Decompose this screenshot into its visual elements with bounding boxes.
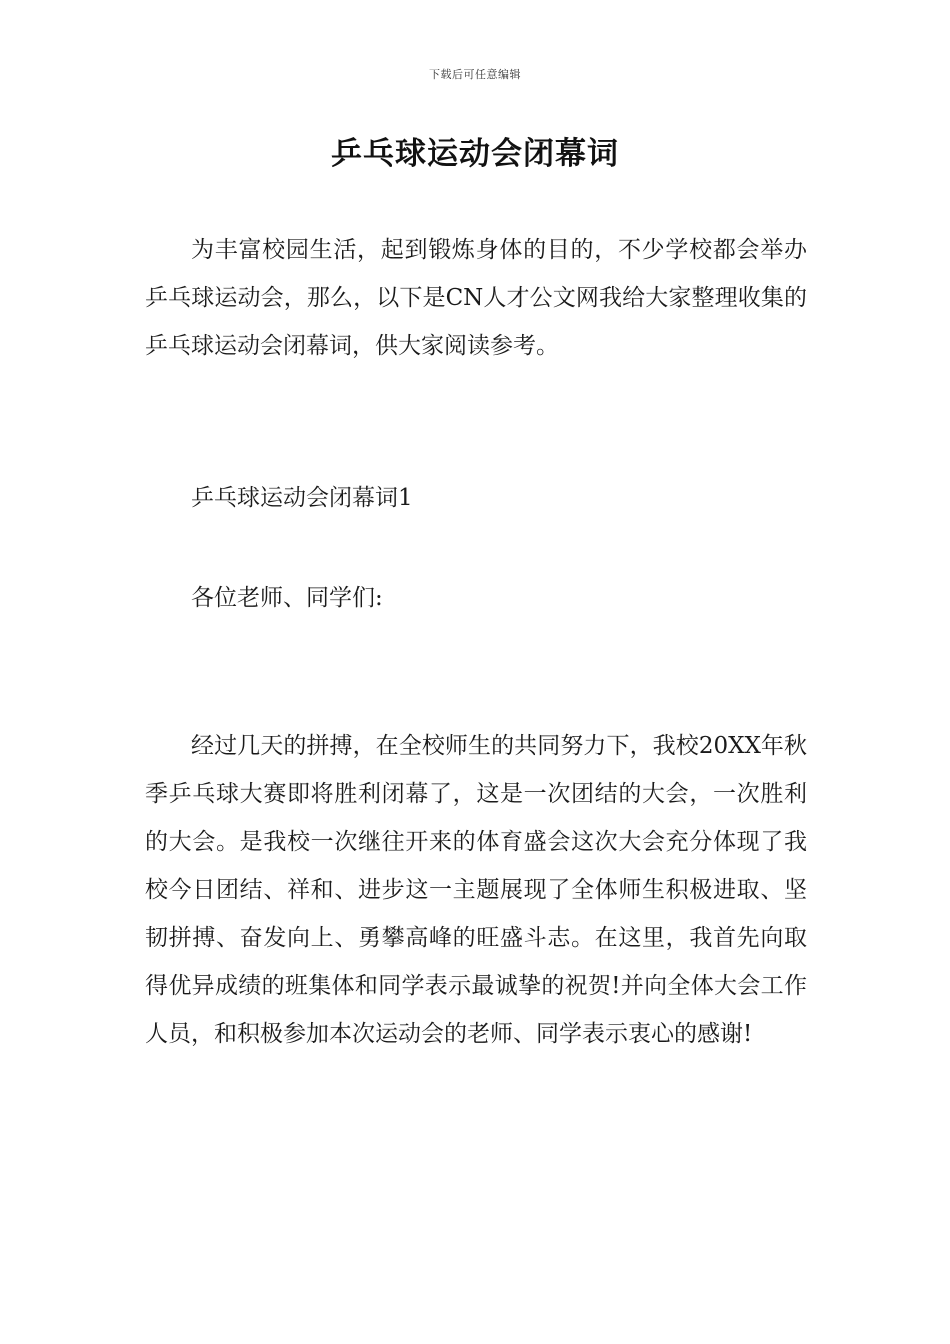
document-title: 乒乓球运动会闭幕词 <box>331 136 619 172</box>
greeting-line: 各位老师、同学们: <box>191 585 383 611</box>
body-paragraph: 经过几天的拼搏，在全校师生的共同努力下，我校20XX年秋季乒乓球大赛即将胜利闭幕了，这是一次团结的大会，一次胜利的大会。是我校一次继往开来的体育盛会这次大会充分体现了我校今日团结、祥和、进步这一主题展现了全体师生积极进取、坚韧拼搏、奋发向上、勇攀高峰的旺盛斗志。在这里，我首先向取得优异成绩的班集体和同学表示最诚挚的祝贺!并向全体大会工作人员，和积极参加本次运动会的老师、同学表示衷心的感谢! <box>145 733 807 1047</box>
intro-paragraph: 为丰富校园生活，起到锻炼身体的目的，不少学校都会举办乒乓球运动会，那么，以下是CN人才公文网我给大家整理收集的乒乓球运动会闭幕词，供大家阅读参考。 <box>145 237 807 359</box>
section-subtitle: 乒乓球运动会闭幕词1 <box>191 485 413 511</box>
header-note: 下载后可任意编辑 <box>429 68 521 81</box>
